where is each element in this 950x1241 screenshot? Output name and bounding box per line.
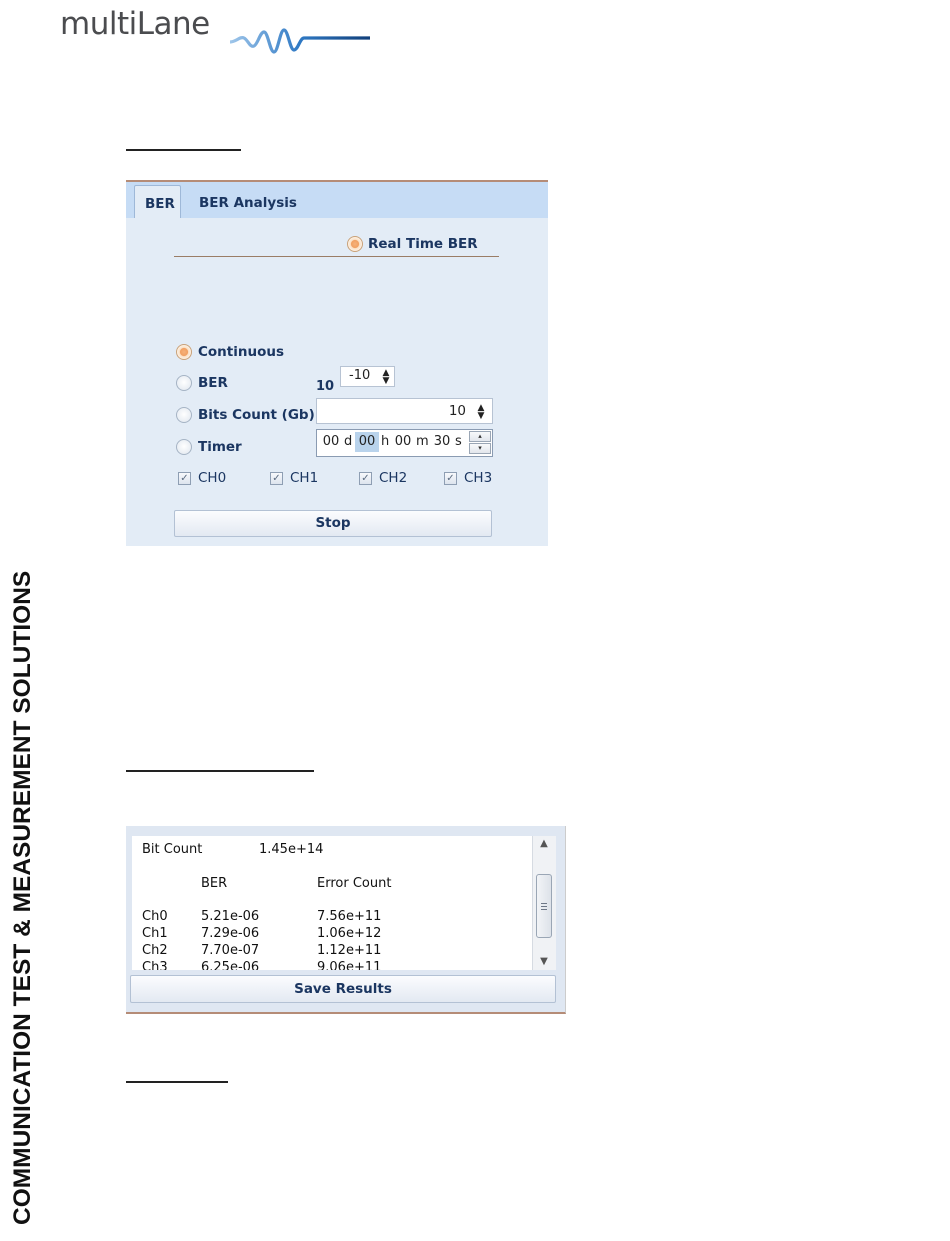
timer-hours[interactable]: 00: [355, 432, 379, 452]
ber-column-header: BER: [201, 876, 228, 891]
chevron-down-icon[interactable]: ▼: [382, 376, 390, 386]
ber-base-label: 10: [316, 379, 335, 394]
side-banner: COMMUNICATION TEST & MEASUREMENT SOLUTIONS: [9, 570, 36, 1225]
error-count-column-header: Error Count: [317, 876, 392, 891]
timer-days[interactable]: 00: [322, 434, 340, 449]
row-ch0-ber: 5.21e-06: [201, 909, 260, 924]
chevron-up-icon[interactable]: ▲: [477, 403, 485, 413]
tab-ber[interactable]: BER: [134, 185, 181, 218]
results-scrollbar[interactable]: [532, 836, 556, 970]
row-ch1-error: 1.06e+12: [317, 926, 382, 941]
ch2-checkbox[interactable]: ✓: [359, 472, 372, 485]
timer-label: Timer: [198, 439, 242, 455]
row-ch2-channel: Ch2: [142, 943, 168, 958]
heading-underline-3: [126, 1081, 228, 1083]
ch0-label: CH0: [198, 470, 227, 486]
bit-count-label: Bit Count: [142, 842, 203, 857]
bit-count-value: 1.45e+14: [259, 842, 324, 857]
row-ch3-channel: Ch3: [142, 960, 168, 970]
row-ch3-ber: 6.25e-06: [201, 960, 260, 970]
section-divider: [174, 256, 499, 257]
chevron-down-icon[interactable]: ▼: [477, 411, 485, 421]
timer-input[interactable]: [316, 429, 493, 457]
bits-count-stepper[interactable]: [316, 398, 493, 424]
timer-radio[interactable]: [176, 439, 192, 455]
logo-lane: Lane: [136, 6, 210, 42]
ber-results-panel: [126, 826, 566, 1014]
row-ch2-ber: 7.70e-07: [201, 943, 260, 958]
scroll-down-icon[interactable]: ▼: [540, 956, 548, 967]
ch2-label: CH2: [379, 470, 408, 486]
timer-spin-up-button[interactable]: ▴: [469, 431, 491, 442]
bits-count-value: 10: [448, 403, 466, 419]
signal-wave-icon: [230, 24, 370, 58]
real-time-ber-radio[interactable]: [347, 236, 363, 252]
real-time-ber-label: Real Time BER: [368, 236, 478, 252]
timer-hours-unit: h: [381, 434, 390, 449]
chevron-up-icon[interactable]: ▲: [382, 368, 390, 378]
scroll-up-icon[interactable]: ▲: [540, 838, 548, 849]
ber-exponent-value: -10: [349, 368, 371, 383]
ber-mode-label: BER: [198, 375, 228, 391]
row-ch0-channel: Ch0: [142, 909, 168, 924]
results-text-area[interactable]: [132, 836, 532, 970]
scroll-thumb[interactable]: [536, 874, 552, 938]
ch1-label: CH1: [290, 470, 319, 486]
timer-seconds[interactable]: 30: [433, 434, 451, 449]
ber-mode-radio[interactable]: [176, 375, 192, 391]
row-ch1-channel: Ch1: [142, 926, 168, 941]
row-ch0-error: 7.56e+11: [317, 909, 382, 924]
ch3-checkbox[interactable]: ✓: [444, 472, 457, 485]
timer-minutes-unit: m: [416, 434, 429, 449]
ch0-checkbox[interactable]: ✓: [178, 472, 191, 485]
heading-underline-1: [126, 149, 241, 151]
timer-seconds-unit: s: [455, 434, 462, 449]
heading-underline-2: [126, 770, 314, 772]
save-results-button[interactable]: Save Results: [130, 975, 556, 1003]
continuous-radio[interactable]: [176, 344, 192, 360]
continuous-label: Continuous: [198, 344, 285, 360]
bits-count-radio[interactable]: [176, 407, 192, 423]
tab-ber-analysis[interactable]: BER Analysis: [199, 195, 297, 211]
timer-days-unit: d: [344, 434, 353, 449]
logo-multi: multi: [60, 6, 137, 42]
ber-exponent-stepper[interactable]: [340, 366, 395, 387]
ch1-checkbox[interactable]: ✓: [270, 472, 283, 485]
row-ch1-ber: 7.29e-06: [201, 926, 260, 941]
multilane-logo: [60, 4, 310, 59]
logo-wordmark: [60, 4, 210, 44]
timer-minutes[interactable]: 00: [394, 434, 412, 449]
row-ch3-error: 9.06e+11: [317, 960, 382, 970]
ch3-label: CH3: [464, 470, 493, 486]
tab-bar: [126, 182, 548, 218]
ber-control-panel: [126, 180, 548, 546]
stop-button[interactable]: Stop: [174, 510, 492, 537]
row-ch2-error: 1.12e+11: [317, 943, 382, 958]
timer-spin-down-button[interactable]: ▾: [469, 443, 491, 454]
bits-count-label: Bits Count (Gb): [198, 407, 315, 423]
